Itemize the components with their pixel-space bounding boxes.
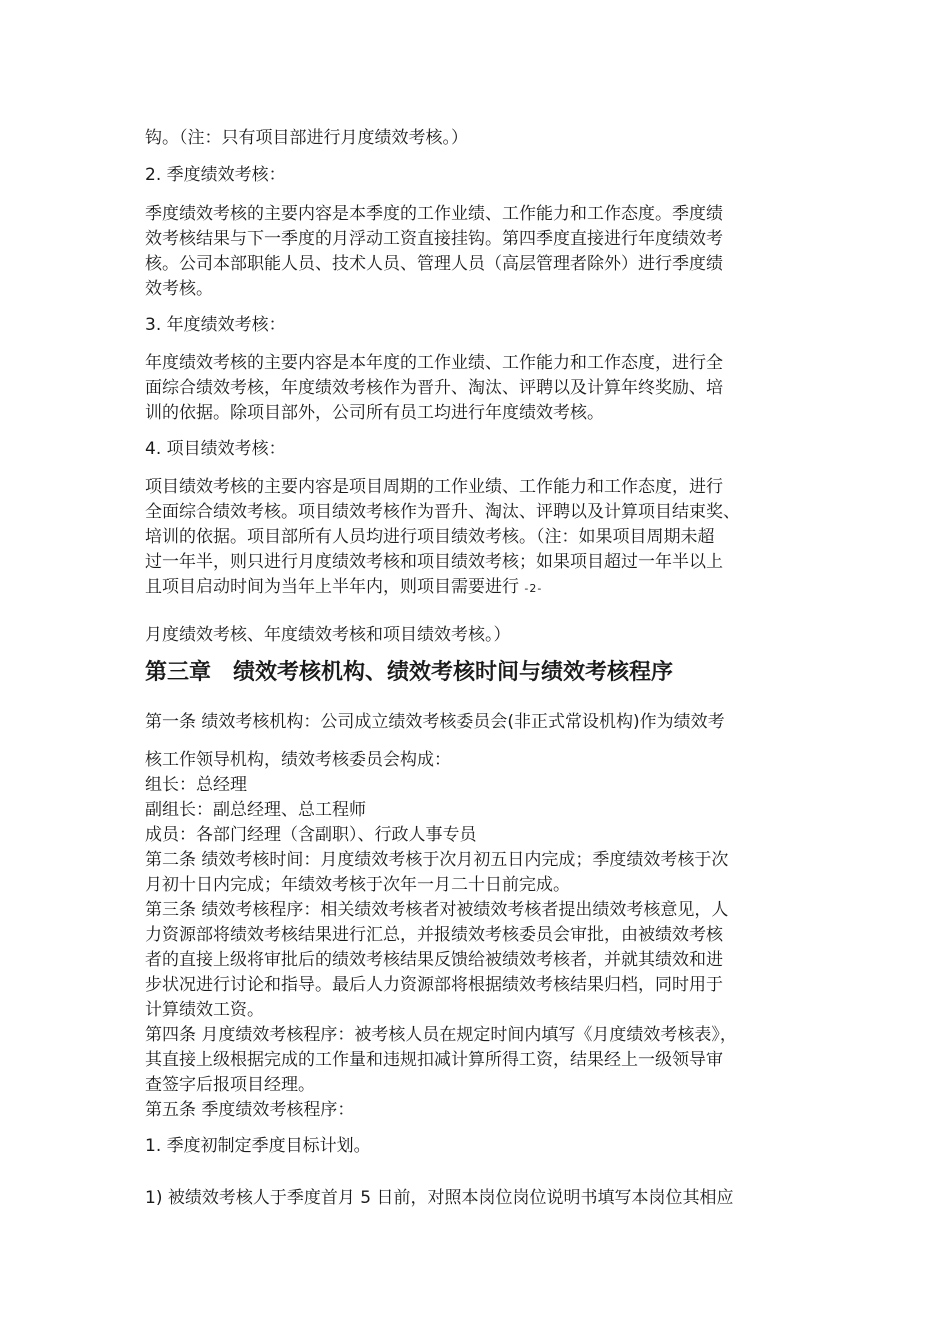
text-line: 训的依据。除项目部外，公司所有员工均进行年度绩效考核。 [145, 403, 604, 423]
text-line: 月初十日内完成；年绩效考核于次年一月二十日前完成。 [145, 875, 570, 895]
text-line: 成员：各部门经理（含副职）、行政人事专员 [145, 825, 477, 845]
text-line: 第四条 月度绩效考核程序：被考核人员在规定时间内填写《月度绩效考核表》， [145, 1025, 737, 1045]
text-line: 第五条 季度绩效考核程序： [145, 1100, 355, 1120]
text-line: 培训的依据。项目部所有人员均进行项目绩效考核。（注：如果项目周期未超 [145, 527, 715, 547]
text-line: 全面综合绩效考核。项目绩效考核作为晋升、淘汰、评聘以及计算项目结束奖、 [145, 502, 740, 522]
text-line: 者的直接上级将审批后的绩效考核结果反馈给被绩效考核者，并就其绩效和进 [145, 950, 723, 970]
text-line-content: 且项目启动时间为当年上半年内，则项目需要进行 [145, 577, 519, 597]
text-line: 力资源部将绩效考核结果进行汇总，并报绩效考核委员会审批，由被绩效考核 [145, 925, 723, 945]
text-line: 过一年半，则只进行月度绩效考核和项目绩效考核；如果项目超过一年半以上 [145, 552, 723, 572]
text-line: 第二条 绩效考核时间：月度绩效考核于次月初五日内完成；季度绩效考核于次 [145, 850, 729, 870]
chapter-heading: 第三章 绩效考核机构、绩效考核时间与绩效考核程序 [145, 660, 674, 685]
item-heading-annual: 3. 年度绩效考核： [145, 315, 286, 335]
text-line: 核工作领导机构，绩效考核委员会构成： [145, 750, 451, 770]
step-detail: 1) 被绩效考核人于季度首月 5 日前，对照本岗位岗位说明书填写本岗位其相应 [145, 1188, 734, 1208]
text-line: 第三条 绩效考核程序：相关绩效考核者对被绩效考核者提出绩效考核意见，人 [145, 900, 729, 920]
text-line: 核。公司本部职能人员、技术人员、管理人员（高层管理者除外）进行季度绩 [145, 254, 723, 274]
text-line: 步状况进行讨论和指导。最后人力资源部将根据绩效考核结果归档，同时用于 [145, 975, 723, 995]
text-line: 其直接上级根据完成的工作量和违规扣减计算所得工资，结果经上一级领导审 [145, 1050, 723, 1070]
item-heading-quarterly: 2. 季度绩效考核： [145, 165, 286, 185]
step-heading: 1. 季度初制定季度目标计划。 [145, 1136, 371, 1156]
item-heading-project: 4. 项目绩效考核： [145, 439, 286, 459]
text-line: 效考核结果与下一季度的月浮动工资直接挂钩。第四季度直接进行年度绩效考 [145, 229, 723, 249]
text-line: 查签字后报项目经理。 [145, 1075, 315, 1095]
text-line: 年度绩效考核的主要内容是本年度的工作业绩、工作能力和工作态度，进行全 [145, 353, 723, 373]
text-line: 效考核。 [145, 279, 213, 299]
paragraph-continuation: 钩。（注：只有项目部进行月度绩效考核。） [145, 128, 468, 148]
page-number: -2- [524, 582, 543, 595]
article-one: 第一条 绩效考核机构：公司成立绩效考核委员会(非正式常设机构)作为绩效考 [145, 712, 725, 732]
text-line [145, 575, 542, 601]
text-line: 季度绩效考核的主要内容是本季度的工作业绩、工作能力和工作态度。季度绩 [145, 204, 723, 224]
text-line: 面综合绩效考核，年度绩效考核作为晋升、淘汰、评聘以及计算年终奖励、培 [145, 378, 723, 398]
paragraph-continuation: 月度绩效考核、年度绩效考核和项目绩效考核。） [145, 625, 511, 645]
text-line: 项目绩效考核的主要内容是项目周期的工作业绩、工作能力和工作态度，进行 [145, 477, 723, 497]
text-line: 副组长：副总经理、总工程师 [145, 800, 366, 820]
text-line: 计算绩效工资。 [145, 1000, 264, 1020]
text-line: 组长：总经理 [145, 775, 247, 795]
